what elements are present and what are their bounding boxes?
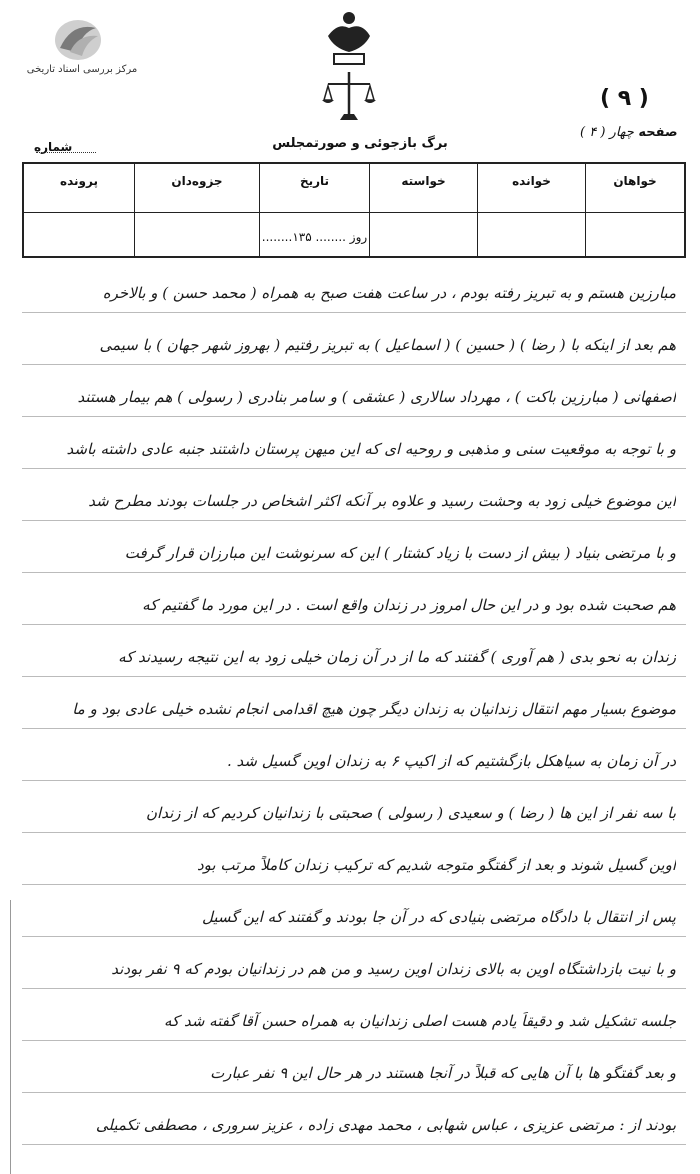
ruled-line	[22, 520, 686, 521]
ministry-emblem-icon	[318, 8, 380, 126]
col-header-defendant: خوانده	[512, 174, 551, 188]
handwritten-line: هم بعد از اینکه با ( رضا ) ( حسین ) ( اسماعیل ) به تبریز رفتیم ( بهروز شهر جهان ) با سیمی	[99, 336, 676, 354]
page-label-handwritten: چهار ( ۴ )	[580, 125, 634, 140]
col-defendant	[477, 164, 585, 258]
ruled-line	[22, 832, 686, 833]
col-header-plaintiff: خواهان	[613, 174, 657, 188]
handwritten-line: زندان به نحو بدی ( هم آوری ) گفتند که ما از در آن زمان خیلی زود به این نتیجه رسیدند که	[118, 648, 676, 666]
ruled-line	[22, 1144, 686, 1145]
ruled-line	[22, 676, 686, 677]
date-fill: روز ........ ۱۳۵........	[261, 230, 368, 244]
handwritten-line: در آن زمان به سیاهکل بازگشتیم که از اکیپ ۶ به زندان اوین گسیل شد .	[226, 752, 676, 770]
handwritten-line: بودند از : مرتضی عزیزی ، عباس شهابی ، محمد مهدی زاده ، عزیز سروری ، مصطفی تکمیلی	[95, 1116, 676, 1134]
handwritten-line: و با نیت بازداشتگاه اوین به بالای زندان اوین رسید و من هم در زندانیان بودم که ۹ نفر بودند	[111, 960, 676, 978]
col-folder	[134, 164, 259, 258]
ruled-line	[22, 312, 686, 313]
ruled-line	[22, 364, 686, 365]
page-number: ( ۹ )	[600, 86, 649, 111]
col-plaintiff	[585, 164, 684, 258]
handwritten-line: این موضوع خیلی زود به وحشت رسید و علاوه بر آنکه اکثر اشخاص در جلسات بودند مطرح شد	[88, 492, 676, 510]
col-request	[369, 164, 477, 258]
ruled-line	[22, 468, 686, 469]
handwritten-line: جلسه تشکیل شد و دقیقاً یادم هست اصلی زندانیان به همراه حسن آقا گفته شد که	[164, 1012, 676, 1030]
ruled-line	[22, 936, 686, 937]
handwritten-line: و با توجه به موقعیت سنی و مذهبی و روحیه ای که این میهن پرستان داشتند جنبه عادی داشته باشد	[66, 440, 676, 458]
page-label-text: صفحه	[638, 125, 678, 140]
col-header-request: خواسته	[401, 174, 446, 188]
col-header-case-file: پرونده	[60, 174, 98, 188]
col-date	[259, 164, 369, 258]
handwritten-line: مبارزین هستم و به تبریز رفته بودم ، در ساعت هفت صبح به همراه ( محمد حسن ) و بالاخره	[102, 284, 676, 302]
handwritten-line: با سه نفر از این ها ( رضا ) و سعیدی ( رسولی ) صحبتی با زندانیان کردیم که از زندان	[146, 804, 676, 822]
number-field	[36, 152, 96, 153]
ruled-line	[22, 572, 686, 573]
archive-center-name: مرکز بررسی اسناد تاریخی	[26, 64, 138, 75]
col-header-date: تاریخ	[299, 174, 330, 188]
form-title: برگ بازجوئی و صورتمجلس	[272, 136, 448, 151]
ruled-line	[22, 1092, 686, 1093]
handwritten-line: هم صحبت شده بود و در این حال امروز در زندان واقع است . در این مورد ما گفتیم که	[142, 596, 676, 614]
margin-line	[0, 900, 11, 1174]
ruled-line	[22, 780, 686, 781]
handwritten-line: و بعد گفتگو ها با آن هایی که قبلاً در آنجا هستند در هر حال این ۹ نفر عبارت	[210, 1064, 676, 1082]
ruled-line	[22, 988, 686, 989]
ruled-line	[22, 624, 686, 625]
col-case-file	[24, 164, 134, 258]
ruled-line	[22, 884, 686, 885]
number-label: شماره	[34, 140, 73, 154]
header-table	[22, 162, 686, 258]
handwritten-line: اوین گسیل شوند و بعد از گفتگو متوجه شدیم که ترکیب زندان کاملاً مرتب بود	[196, 856, 676, 874]
handwritten-line: پس از انتقال با دادگاه مرتضی بنیادی که در آن جا بودند و گفتند که این گسیل	[201, 908, 676, 926]
handwritten-line: و با مرتضی بنیاد ( بیش از دست با زیاد کشتار ) این که سرنوشت این مبارزان قرار گرفت	[124, 544, 676, 562]
ruled-line	[22, 728, 686, 729]
archive-logo-icon	[52, 18, 104, 62]
ruled-line	[22, 416, 686, 417]
handwritten-line: موضوع بسیار مهم انتقال زندانیان به زندان دیگر چون هیچ اقدامی انجام نشده خیلی عادی بود و ما	[72, 700, 676, 718]
col-header-folder: جزوه‌دان	[171, 174, 223, 188]
handwritten-line: اصفهانی ( مبارزین باکت ) ، مهرداد سالاری ( عشقی ) و سامر بنادری ( رسولی ) هم بیمار هستند	[77, 388, 676, 406]
ruled-line	[22, 1040, 686, 1041]
page-label	[580, 125, 678, 140]
